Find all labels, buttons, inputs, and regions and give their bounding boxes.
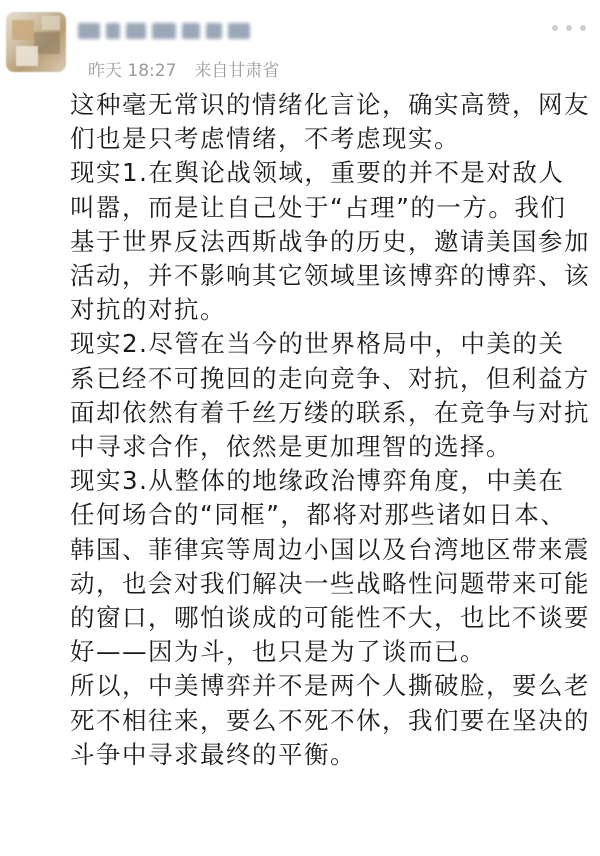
paragraph: 所以，中美博弈并不是两个人撕破脸，要么老死不相往来，要么不死不休，我们要在坚决的斗争中寻求最终的平衡。 [70, 671, 590, 769]
paragraph: 现实1.在舆论战领域，重要的并不是对敌人叫嚣，而是让自己处于“占理”的一方。我们基于世界反法西斯战争的历史，邀请美国参加活动，并不影响其它领域里该博弈的博弈、该对抗的对抗。 [70, 158, 590, 325]
avatar[interactable] [6, 12, 66, 72]
post-location: 来自甘肃省 [194, 61, 280, 81]
paragraph: 这种毫无常识的情绪化言论，确实高赞，网友们也是只考虑情绪，不考虑现实。 [70, 90, 590, 154]
paragraph: 现实3.从整体的地缘政治博弈角度，中美在任何场合的“同框”，都将对那些诸如日本、韩国、菲律宾等周边小国以及台湾地区带来震动，也会对我们解决一些战略性问题带来可能的窗口，哪怕谈成的可能性不大，也比不谈要好——因为斗，也只是为了谈而已。 [70, 466, 590, 667]
paragraph: 现实2.尽管在当今的世界格局中，中美的关系已经不可挽回的走向竞争、对抗，但利益方面却依然有着千丝万缕的联系，在竞争与对抗中寻求合作，依然是更加理智的选择。 [70, 329, 590, 462]
username-blurred[interactable] [78, 20, 278, 42]
post-time: 昨天 18:27 [88, 61, 177, 81]
post-content [70, 88, 590, 772]
post-meta [78, 56, 279, 81]
more-dots-icon[interactable] [552, 18, 586, 38]
